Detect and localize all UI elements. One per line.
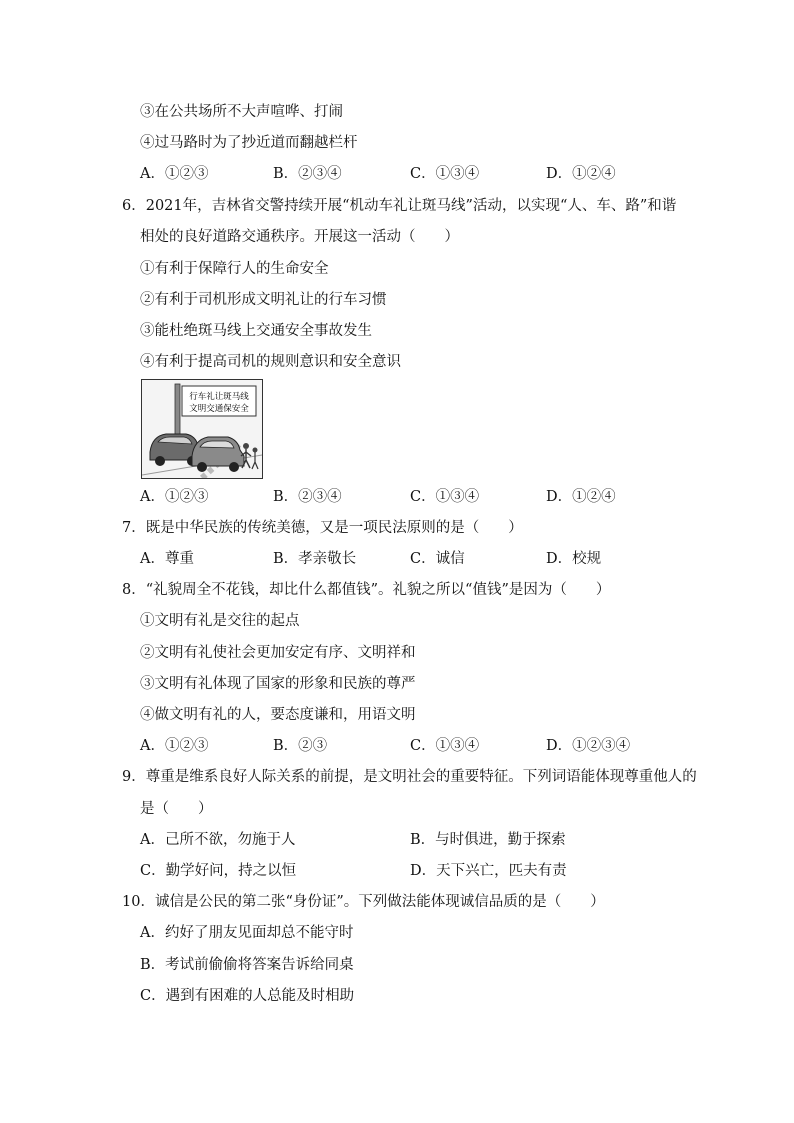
q5-option-b[interactable]: B．②③④ [273,166,342,182]
q6-item-2: ②有利于司机形成文明礼让的行车习惯 [140,292,387,308]
q8-item-2: ②文明有礼使社会更加安定有序、文明祥和 [140,645,416,661]
q6-option-d[interactable]: D．①②④ [546,489,616,505]
q6-stem-line2: 相处的良好道路交通秩序。开展这一活动（ ） [140,229,459,245]
q6-item-3: ③能杜绝斑马线上交通安全事故发生 [140,323,372,339]
q9-stem-line1: 9．尊重是维系良好人际关系的前提，是文明社会的重要特征。下列词语能体现尊重他人的 [122,769,697,785]
q10-option-a[interactable]: A．约好了朋友见面却总不能守时 [140,925,354,941]
q9-stem-line2: 是（ ） [140,801,213,817]
q8-stem: 8．“礼貌周全不花钱，却比什么都值钱”。礼貌之所以“值钱”是因为（ ） [122,582,611,598]
q6-item-1: ①有利于保障行人的生命安全 [140,261,329,277]
q8-option-c[interactable]: C．①③④ [410,738,480,754]
q6-option-b[interactable]: B．②③④ [273,489,342,505]
q5-item-3: ③在公共场所不大声喧哗、打闹 [140,104,343,120]
q9-option-c[interactable]: C．勤学好问，持之以恒 [140,863,297,879]
q9-option-d[interactable]: D．天下兴亡，匹夫有责 [410,863,567,879]
q5-item-4: ④过马路时为了抄近道而翻越栏杆 [140,135,358,151]
q9-option-b[interactable]: B．与时俱进，勤于探索 [410,832,566,848]
q8-item-3: ③文明有礼体现了国家的形象和民族的尊严 [140,676,416,692]
sign-text-1: 行车礼让斑马线 [189,392,249,402]
q10-option-b[interactable]: B．考试前偷偷将答案告诉给同桌 [140,957,354,973]
q8-option-b[interactable]: B．②③ [273,738,328,754]
q8-item-4: ④做文明有礼的人，要态度谦和，用语文明 [140,707,416,723]
q10-option-c[interactable]: C．遇到有困难的人总能及时相助 [140,988,355,1004]
q5-option-a[interactable]: A．①②③ [140,166,209,182]
q5-option-d[interactable]: D．①②④ [546,166,616,182]
sign-text-2: 文明交通保安全 [189,404,249,414]
q7-option-a[interactable]: A．尊重 [140,551,194,567]
q8-option-d[interactable]: D．①②③④ [546,738,631,754]
q8-item-1: ①文明有礼是交往的起点 [140,613,300,629]
q7-option-b[interactable]: B．孝亲敬长 [273,551,357,567]
q8-option-a[interactable]: A．①②③ [140,738,209,754]
q5-option-c[interactable]: C．①③④ [410,166,480,182]
q6-option-c[interactable]: C．①③④ [410,489,480,505]
q6-option-a[interactable]: A．①②③ [140,489,209,505]
q7-option-d[interactable]: D．校规 [546,551,602,567]
q6-item-4: ④有利于提高司机的规则意识和安全意识 [140,354,401,370]
q10-stem: 10．诚信是公民的第二张“身份证”。下列做法能体现诚信品质的是（ ） [122,894,605,910]
q9-option-a[interactable]: A．己所不欲，勿施于人 [140,832,296,848]
q7-stem: 7．既是中华民族的传统美德，又是一项民法原则的是（ ） [122,520,523,536]
q7-option-c[interactable]: C．诚信 [410,551,465,567]
crosswalk-illustration [141,379,263,479]
q6-stem-line1: 6．2021年，吉林省交警持续开展“机动车礼让斑马线”活动，以实现“人、车、路”和谐 [122,198,677,214]
